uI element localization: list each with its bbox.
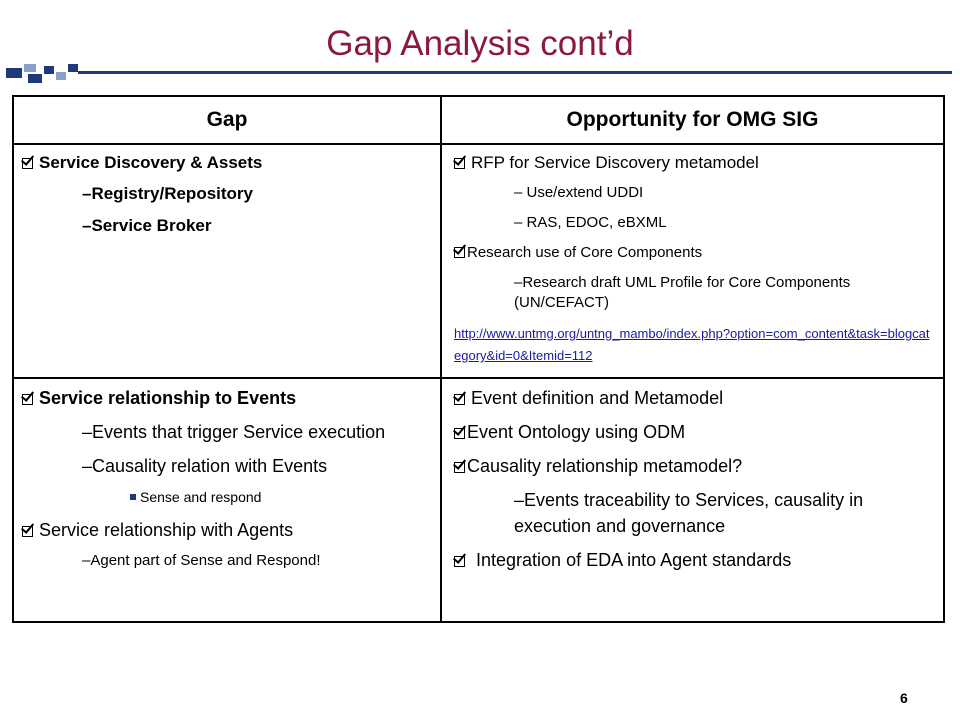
list-item: –Events that trigger Service execution xyxy=(82,422,386,442)
opportunity-cell xyxy=(441,144,944,378)
list-item: –Events traceability to Services, causality in execution and governance xyxy=(514,490,864,536)
reference-link[interactable]: http://www.untmg.org/untng_mambo/index.php?option=com_content&task=blogcategory&id=0&Itemid=112 xyxy=(454,326,930,363)
opportunity-heading: Research use of Core Components xyxy=(467,244,703,261)
opportunity-cell xyxy=(441,378,944,622)
list-item xyxy=(22,151,432,175)
list-item xyxy=(454,385,935,411)
gap-heading: Service relationship to Events xyxy=(39,388,297,408)
header-opportunity: Opportunity for OMG SIG xyxy=(441,96,944,144)
decorative-bars-icon xyxy=(6,62,78,84)
list-item: –Research draft UML Profile for Core Components (UN/CEFACT) xyxy=(514,274,851,311)
header-gap: Gap xyxy=(13,96,441,144)
checkbox-bullet-icon xyxy=(22,394,33,405)
opportunity-item: Event Ontology using ODM xyxy=(467,422,686,442)
opportunity-item: Event definition and Metamodel xyxy=(471,388,724,408)
list-item: – RAS, EDOC, eBXML xyxy=(514,214,667,231)
checkbox-bullet-icon xyxy=(22,158,33,169)
list-item xyxy=(454,243,935,263)
list-item: Sense and respond xyxy=(140,487,432,507)
slide-title: Gap Analysis cont’d xyxy=(326,24,634,63)
list-item: –Causality relation with Events xyxy=(82,456,328,476)
table-row xyxy=(13,144,944,378)
list-item: –Service Broker xyxy=(82,216,212,235)
opportunity-item: Causality relationship metamodel? xyxy=(467,456,743,476)
list-item: – Use/extend UDDI xyxy=(514,184,644,201)
list-item xyxy=(454,453,935,479)
page-number: 6 xyxy=(900,690,908,706)
list-item: –Registry/Repository xyxy=(82,184,253,203)
checkbox-bullet-icon xyxy=(22,526,33,537)
gap-analysis-table xyxy=(12,95,945,623)
checkbox-bullet-icon xyxy=(454,462,465,473)
list-item xyxy=(454,547,935,573)
gap-cell xyxy=(13,144,441,378)
list-item xyxy=(454,419,935,445)
table-row xyxy=(13,378,944,622)
title-rule xyxy=(78,71,952,74)
opportunity-heading: RFP for Service Discovery metamodel xyxy=(471,153,759,172)
opportunity-item: Integration of EDA into Agent standards xyxy=(471,550,792,570)
checkbox-bullet-icon xyxy=(454,247,465,258)
checkbox-bullet-icon xyxy=(454,556,465,567)
gap-heading: Service relationship with Agents xyxy=(39,520,294,540)
list-item: –Agent part of Sense and Respond! xyxy=(82,552,321,569)
table-header-row xyxy=(13,96,944,144)
list-item xyxy=(22,385,432,411)
gap-heading: Service Discovery & Assets xyxy=(39,153,263,172)
list-item xyxy=(22,517,432,543)
list-item xyxy=(454,151,935,175)
checkbox-bullet-icon xyxy=(454,394,465,405)
checkbox-bullet-icon xyxy=(454,428,465,439)
checkbox-bullet-icon xyxy=(454,158,465,169)
gap-cell xyxy=(13,378,441,622)
